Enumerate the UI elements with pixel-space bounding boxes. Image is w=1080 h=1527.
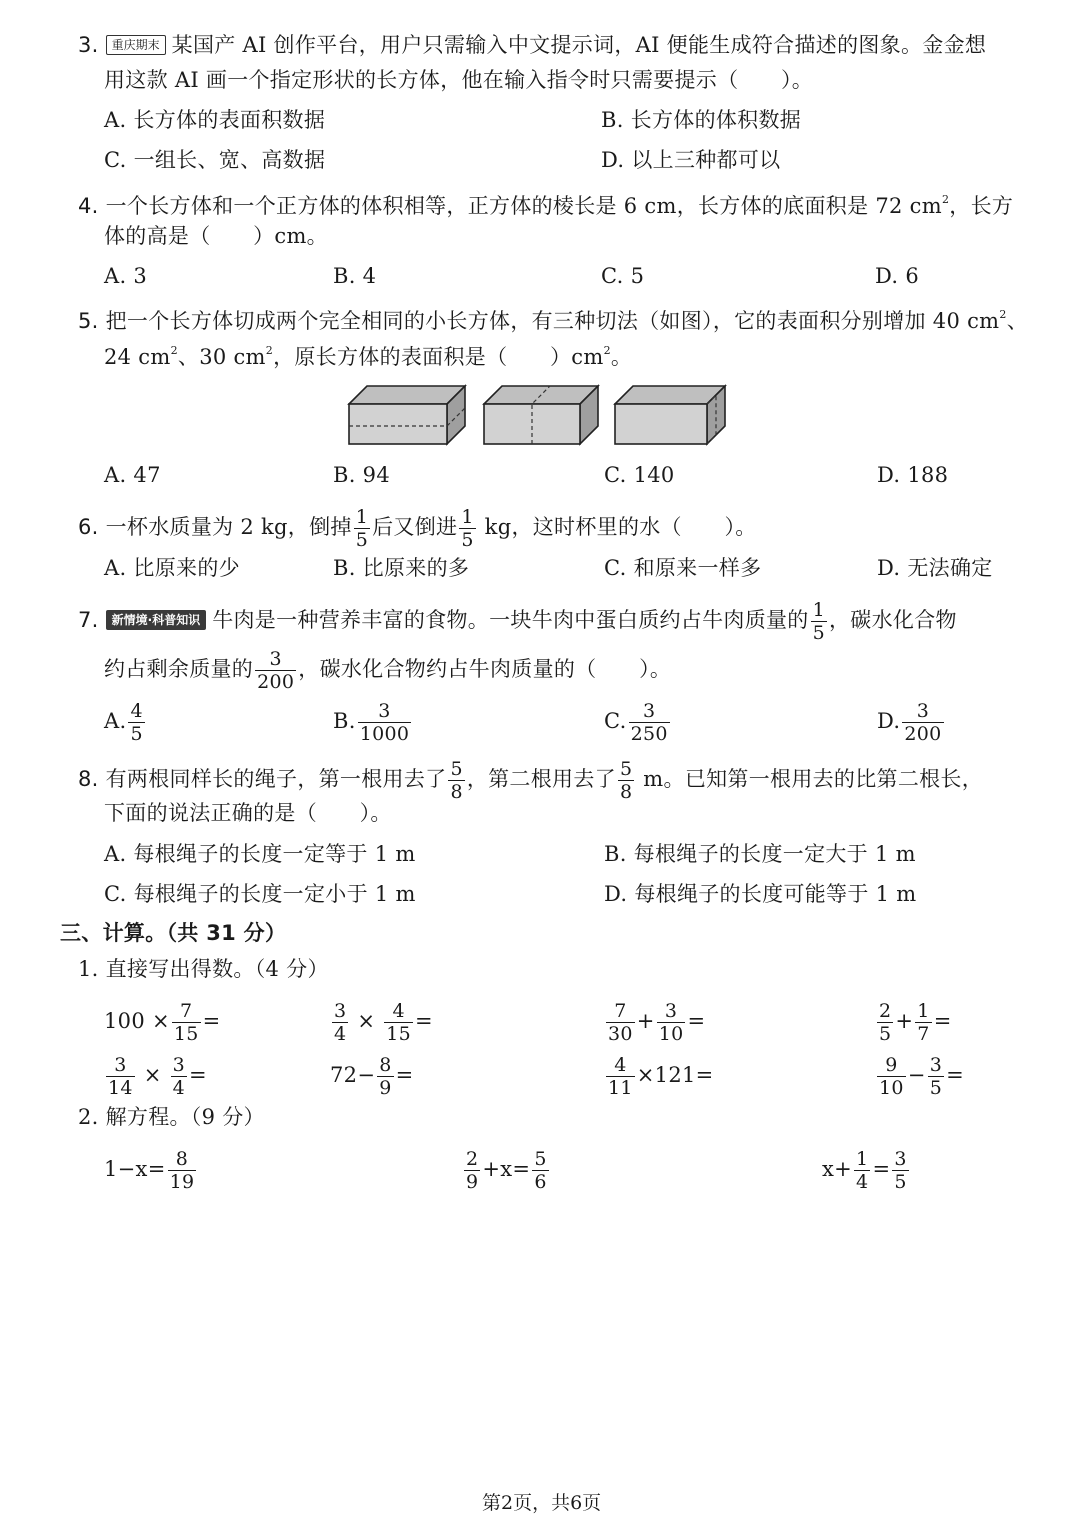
q8-line2: 下面的说法正确的是（ ）。 <box>104 801 392 825</box>
option-c: C. 每根绳子的长度一定小于 1 m <box>104 882 416 906</box>
calc-item-7: $\frac{4}{11}$ ×121= <box>608 1054 714 1100</box>
fraction: $\frac{3}{200}$ <box>257 648 295 694</box>
page-footer: 第2页，共6页 <box>482 1492 602 1514</box>
fraction: $\frac{1}{5}$ <box>355 506 369 552</box>
option-b: B. 比原来的多 <box>333 556 470 580</box>
calc-item-3: $\frac{7}{30}$ + $\frac{3}{10}$ = <box>608 1000 706 1046</box>
fraction: $\frac{1}{5}$ <box>461 506 474 552</box>
question-text: 有两根同样长的绳子，第一根用去了 <box>105 767 447 792</box>
question-text: ，碳水化合物 <box>829 608 957 633</box>
equation-2: $\frac{2}{9}$ +x= $\frac{5}{6}$ <box>466 1148 547 1194</box>
question-number: 3. <box>78 33 99 57</box>
q5-line2 <box>104 336 632 372</box>
option-d: D. 188 <box>877 463 949 487</box>
new-context-tag: 新情境·科普知识 <box>106 610 207 630</box>
question-text: m。已知第一根用去的比第二根长， <box>636 767 984 792</box>
option-d: D. 6 <box>875 264 919 288</box>
question-number: 5. <box>78 309 99 333</box>
superscript: 2 <box>941 193 950 206</box>
option-a: A. $\frac{4}{5}$ <box>104 700 143 746</box>
option-d: D. 以上三种都可以 <box>601 148 781 172</box>
option-a: A. 长方体的表面积数据 <box>104 108 326 132</box>
superscript: 2 <box>999 308 1007 321</box>
calc-item-8: $\frac{9}{10}$ − $\frac{3}{5}$ = <box>879 1054 964 1100</box>
fraction: $\frac{5}{8}$ <box>450 758 463 804</box>
text: ，原长方体的表面积是（ ）cm <box>273 345 604 369</box>
option-b: B. 长方体的体积数据 <box>601 108 802 132</box>
option-b: B. 94 <box>333 463 391 487</box>
option-d: D. 每根绳子的长度可能等于 1 m <box>604 882 917 906</box>
question-number: 6. <box>78 515 99 540</box>
question-text: 某国产 AI 创作平台，用户只需输入中文提示词，AI 便能生成符合描述的图象。金金想 <box>171 33 987 57</box>
option-a: A. 47 <box>104 463 161 487</box>
question-text: ，第二根用去了 <box>466 767 616 792</box>
superscript: 2 <box>170 344 178 357</box>
text: 24 cm <box>104 345 171 369</box>
option-b: B. 4 <box>333 264 377 288</box>
subsection-title: 2. 解方程。（9 分） <box>78 1105 265 1129</box>
cuboid-cut-horizontal <box>349 386 465 444</box>
calc-item-1: 100 × $\frac{7}{15}$ = <box>104 1000 221 1046</box>
option-c: C. 和原来一样多 <box>604 556 762 580</box>
q4-line2: 体的高是（ ）cm。 <box>104 224 328 248</box>
q4-line1 <box>78 185 1013 221</box>
question-text: ，碳水化合物约占牛肉质量的（ ）。 <box>298 657 672 682</box>
exam-source-tag: 重庆期末 <box>106 35 166 55</box>
option-a: A. 每根绳子的长度一定等于 1 m <box>104 842 416 866</box>
option-c: C. $\frac{3}{250}$ <box>604 700 668 746</box>
question-number: 8. <box>78 767 99 792</box>
option-d: D. 无法确定 <box>877 556 993 580</box>
calc-item-2: $\frac{3}{4}$ × $\frac{4}{15}$ = <box>334 1000 433 1046</box>
option-c: C. 一组长、宽、高数据 <box>104 148 326 172</box>
text: 。 <box>610 345 633 369</box>
q5-line1 <box>78 300 1028 336</box>
question-number: 7. <box>78 608 99 633</box>
option-b: B. 每根绳子的长度一定大于 1 m <box>604 842 916 866</box>
question-number: 4. <box>78 194 99 218</box>
superscript: 2 <box>603 344 611 357</box>
text: 、30 cm <box>177 345 266 369</box>
q7-line2 <box>104 648 671 693</box>
option-a: A. 3 <box>104 264 148 288</box>
cuboid-cut-vertical <box>484 386 598 444</box>
option-c: C. 140 <box>604 463 675 487</box>
q6-line1 <box>78 506 757 551</box>
option-b: B. $\frac{3}{1000}$ <box>333 700 410 746</box>
equation-3: x+ $\frac{1}{4}$ = $\frac{3}{5}$ <box>822 1148 907 1194</box>
question-text: 后又倒进 <box>372 515 458 540</box>
fraction: $\frac{1}{5}$ <box>812 599 825 645</box>
option-a: A. 比原来的少 <box>104 556 240 580</box>
section-title: 三、计算。（共 31 分） <box>60 921 287 945</box>
cuboid-figures <box>345 382 735 448</box>
option-c: C. 5 <box>601 264 645 288</box>
question-text: 约占剩余质量的 <box>104 657 254 682</box>
question-text: 一杯水质量为 2 kg，倒掉 <box>105 515 352 540</box>
cuboid-cut-side <box>615 386 725 444</box>
calc-item-6: 72− $\frac{8}{9}$ = <box>330 1054 414 1100</box>
question-text: 把一个长方体切成两个完全相同的小长方体，有三种切法（如图），它的表面积分别增加 40 cm <box>105 309 1000 333</box>
q7-line1 <box>78 599 957 644</box>
calc-item-4: $\frac{2}{5}$ + $\frac{1}{7}$ = <box>879 1000 952 1046</box>
superscript: 2 <box>265 344 274 357</box>
subsection-title: 1. 直接写出得数。（4 分） <box>78 957 329 981</box>
q3-line1 <box>78 30 986 60</box>
question-text-tail: 、 <box>1006 309 1028 333</box>
question-text: kg，这时杯里的水（ ）。 <box>477 515 757 540</box>
calc-item-5: $\frac{3}{14}$ × $\frac{3}{4}$ = <box>108 1054 207 1100</box>
question-text-tail: ，长方 <box>949 194 1014 218</box>
q8-line1 <box>78 758 983 803</box>
option-d: D. $\frac{3}{200}$ <box>877 700 942 746</box>
question-text: 牛肉是一种营养丰富的食物。一块牛肉中蛋白质约占牛肉质量的 <box>212 608 809 633</box>
q3-line2: 用这款 AI 画一个指定形状的长方体，他在输入指令时只需要提示（ ）。 <box>104 68 814 92</box>
fraction: $\frac{5}{8}$ <box>619 758 633 804</box>
question-text: 一个长方体和一个正方体的体积相等，正方体的棱长是 6 cm，长方体的底面积是 72 cm <box>105 194 942 218</box>
equation-1: 1−x= $\frac{8}{19}$ <box>104 1148 195 1194</box>
